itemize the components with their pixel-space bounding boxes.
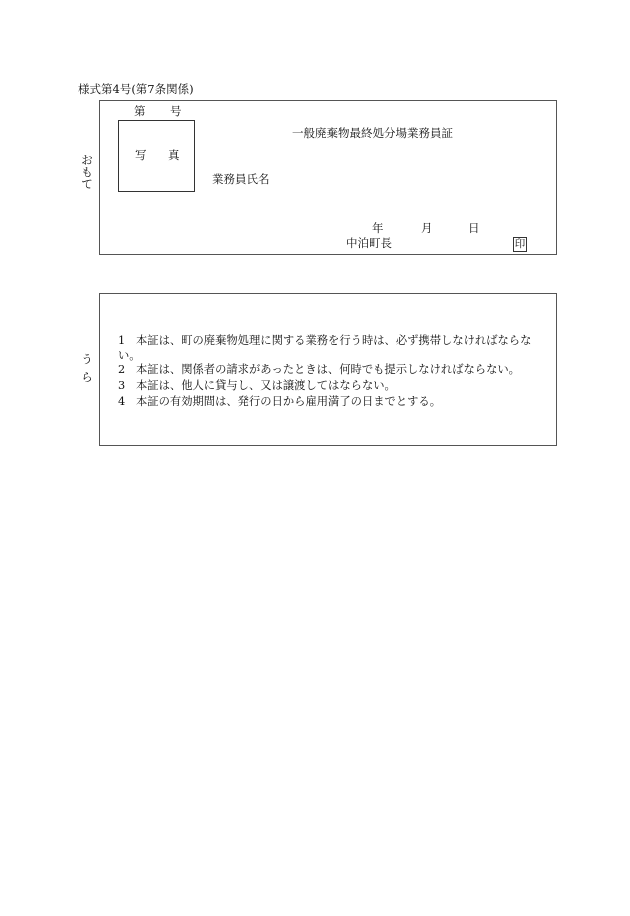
note-number: 1 (118, 334, 126, 347)
note-text: 本証の有効期間は、発行の日から雇用満了の日までとする。 (136, 395, 442, 408)
note-number: 4 (118, 395, 126, 408)
note-text: 本証は、関係者の請求があったときは、何時でも提示しなければならない。 (136, 363, 520, 376)
note-3 (118, 378, 548, 393)
card-title: 一般廃棄物最終処分場業務員証 (292, 126, 453, 140)
number-go: 号 (170, 104, 182, 118)
note-text: 本証は、他人に貸与し、又は譲渡してはならない。 (136, 379, 396, 392)
photo-label-2: 真 (168, 148, 180, 162)
note-number: 2 (118, 363, 126, 376)
photo-label-1: 写 (135, 148, 147, 162)
date-day: 日 (468, 221, 480, 235)
note-2 (118, 362, 548, 377)
note-number: 3 (118, 379, 126, 392)
note-text: 本証は、町の廃棄物処理に関する業務を行う時は、必ず携帯しなければならない。 (118, 334, 532, 362)
front-side-char: も (81, 165, 93, 180)
issuer: 中泊町長 (346, 236, 392, 250)
seal-stamp: 印 (514, 238, 526, 250)
date-month: 月 (421, 221, 433, 235)
front-side-label (80, 154, 94, 190)
front-side-char: お (81, 153, 93, 167)
back-side-label (80, 351, 94, 387)
front-side-char: て (81, 177, 93, 192)
form-header: 様式第4号(第7条関係) (78, 82, 194, 96)
note-4 (118, 394, 548, 409)
number-dai: 第 (134, 104, 146, 118)
back-side-char: ら (81, 369, 93, 384)
photo-box (118, 120, 195, 192)
date-year: 年 (372, 221, 384, 235)
name-label: 業務員氏名 (212, 172, 270, 186)
back-side-char: う (81, 352, 93, 366)
note-1 (118, 333, 548, 363)
